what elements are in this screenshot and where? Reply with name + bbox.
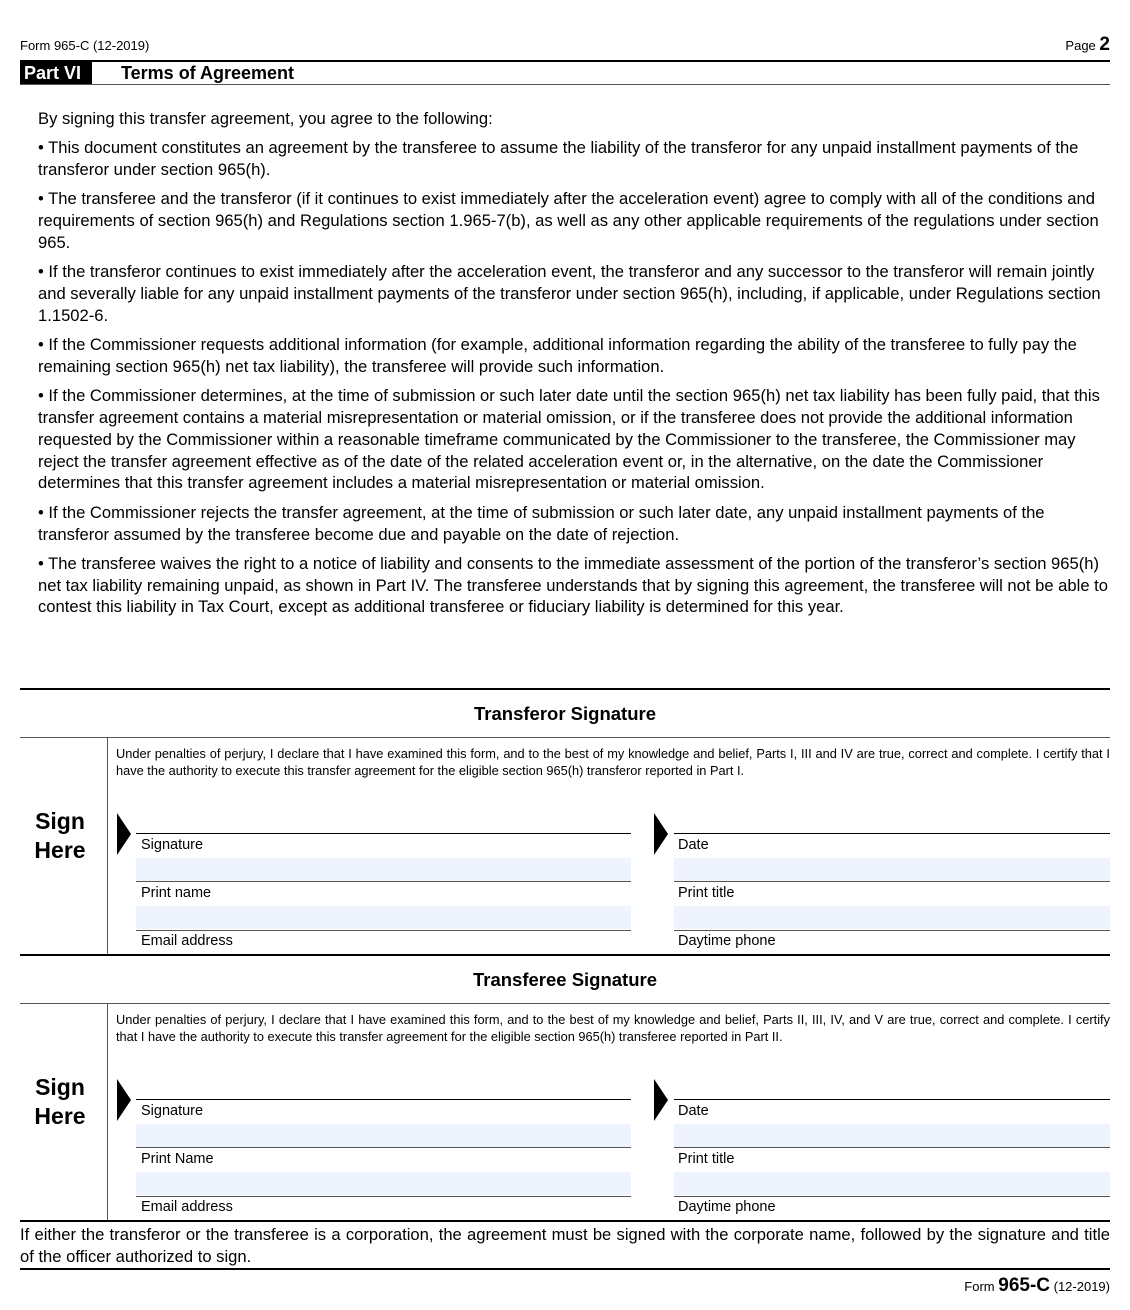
transferor-email-input[interactable] (136, 906, 631, 929)
transferor-print-name-input[interactable] (136, 858, 631, 881)
page-number-value: 2 (1099, 34, 1110, 55)
part-tag: Part VI (20, 62, 92, 84)
transferee-perjury-statement: Under penalties of perjury, I declare that I have examined this form, and to the best of my knowledge and belief, Parts II, III, IV, and V are true, correct and complete. I certify that I have the authority to execute this transfer agreement for the eligible section 965(h) transferee reported in Part II. (116, 1012, 1110, 1044)
signature-label: Signature (141, 1103, 204, 1119)
section-rule (20, 737, 1110, 738)
field-rule (136, 1099, 631, 1100)
terms-bullet: • If the Commissioner determines, at the time of submission or such later date until the section 965(h) net tax liability has been fully paid, that this transfer agreement contains a material misrepresentation or material omission, or if the transferee does not provide the additional information requested by the Commissioner within a reasonable timeframe communicated by the Commissioner to the transferee, the Commissioner may reject the transfer agreement effective as of the date of the related acceleration event or, in the alternative, on the date the Commissioner determines that this transfer agreement includes a material misrepresentation or material omission. (38, 386, 1100, 493)
email-label: Email address (141, 1199, 233, 1215)
sign-here-label (20, 1073, 100, 1131)
terms-bullet: • The transferee waives the right to a notice of liability and consents to the immediate assessment of the portion of the transferor’s section 965(h) net tax liability remaining unpaid, as shown in Part IV. The transferee understands that by signing this agreement, the transferee will not be able to contest this liability in Tax Court, except as additional transferee or fiduciary liability is determined for this year. (38, 553, 1109, 617)
signature-label: Signature (141, 837, 204, 853)
corporation-note: If either the transferor or the transferee is a corporation, the agreement must be signed with the corporate name, followed by the signature and title of the officer authorized to sign. (20, 1225, 1110, 1266)
transferor-perjury-statement: Under penalties of perjury, I declare that I have examined this form, and to the best of my knowledge and belief, Parts I, III and IV are true, correct and complete. I certify that I have the authority to execute this transfer agreement for the eligible section 965(h) transferor reported in Part I. (116, 746, 1110, 778)
print-name-label: Print Name (141, 1151, 214, 1167)
terms-bullet: • If the transferor continues to exist immediately after the acceleration event, the transferor and any successor to the transferor will remain jointly and severally liable for any unpaid installment payments of the transferor under section 965(h), including, if applicable, under Regulations section 1.1502-6. (38, 262, 1101, 325)
date-label: Date (678, 1103, 709, 1119)
field-rule (136, 881, 631, 882)
field-rule (136, 1147, 631, 1148)
date-label: Date (678, 837, 709, 853)
page-label: Page (1065, 38, 1096, 53)
footer-form-number: 965-C (998, 1275, 1050, 1296)
divider (107, 1004, 108, 1221)
print-title-label: Print title (678, 1151, 735, 1167)
sign-arrow-icon (117, 813, 131, 855)
phone-label: Daytime phone (678, 1199, 776, 1215)
field-rule (674, 833, 1110, 834)
transferor-print-title-input[interactable] (674, 858, 1110, 881)
transferee-signature-title: Transferee Signature (472, 969, 658, 990)
print-title-label: Print title (678, 885, 735, 901)
sign-word: Sign (35, 808, 85, 834)
divider (107, 738, 108, 955)
field-rule (674, 1196, 1110, 1197)
transferor-phone-input[interactable] (674, 906, 1110, 929)
terms-intro: By signing this transfer agreement, you agree to the following: (38, 109, 493, 128)
sign-arrow-icon (117, 1079, 131, 1121)
part-rule (20, 84, 1110, 85)
transferee-phone-input[interactable] (674, 1172, 1110, 1195)
transferee-print-title-input[interactable] (674, 1124, 1110, 1147)
terms-of-agreement (38, 108, 1110, 626)
section-rule (20, 1003, 1110, 1004)
terms-bullet: • This document constitutes an agreement by the transferee to assume the liability of the transferor for any unpaid installment payments of the transferor under section 965(h). (38, 138, 1079, 180)
field-rule (136, 1196, 631, 1197)
footer-form-prefix: Form (964, 1279, 995, 1294)
transferor-signature-title: Transferor Signature (474, 703, 656, 724)
sign-arrow-icon (654, 1079, 668, 1121)
terms-bullet: • The transferee and the transferor (if it continues to exist immediately after the acceleration event) agree to comply with all of the conditions and requirements of section 965(h) and Regulations section 1.965-7(b), as well as any other applicable requirements of the regulations under section 965. (38, 189, 1099, 252)
sign-arrow-icon (654, 813, 668, 855)
field-rule (136, 930, 631, 931)
terms-bullet: • If the Commissioner requests additional information (for example, additional information regarding the ability of the transferee to fully pay the remaining section 965(h) net tax liability), the transferee will provide such information. (38, 335, 1077, 376)
terms-bullet: • If the Commissioner rejects the transfer agreement, at the time of submission or such later date, any unpaid installment payments of the transferor assumed by the transferee become due and payable on the date of rejection. (38, 502, 1045, 544)
footer-rule (20, 1268, 1110, 1270)
transferee-print-name-input[interactable] (136, 1124, 631, 1147)
section-rule (20, 954, 1110, 956)
part-title: Terms of Agreement (121, 63, 295, 83)
here-word: Here (34, 1103, 86, 1129)
field-rule (136, 833, 631, 834)
sign-here-label (20, 807, 100, 865)
sign-word: Sign (35, 1074, 85, 1100)
here-word: Here (34, 837, 86, 863)
phone-label: Daytime phone (678, 933, 776, 949)
section-rule (20, 688, 1110, 690)
footer-form-id (964, 1275, 1110, 1297)
print-name-label: Print name (141, 885, 212, 901)
field-rule (674, 1099, 1110, 1100)
field-rule (674, 930, 1110, 931)
field-rule (674, 881, 1110, 882)
form-identifier: Form 965-C (12-2019) (20, 38, 150, 53)
email-label: Email address (141, 933, 233, 949)
transferee-email-input[interactable] (136, 1172, 631, 1195)
section-rule (20, 1220, 1110, 1222)
field-rule (674, 1147, 1110, 1148)
page-number (1065, 34, 1110, 56)
footer-revision: (12-2019) (1053, 1279, 1110, 1294)
